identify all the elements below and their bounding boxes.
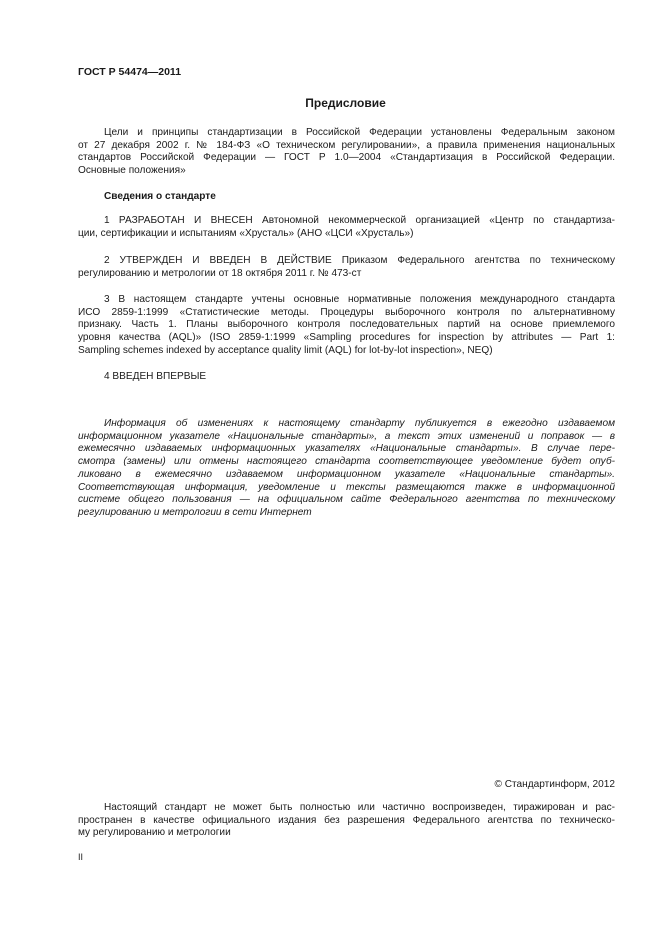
item-1 (78, 215, 615, 240)
item-line: ции, сертификации и испытаниям «Хрусталь» (АНО «ЦСИ «Хрусталь») (78, 227, 414, 239)
intro-line: от 27 декабря 2002 г. № 184-ФЗ «О техническом регулировании», а правила применения национальных (78, 139, 615, 151)
document-code: ГОСТ Р 54474—2011 (78, 66, 182, 78)
reproduction-line: му регулированию и метрологии (78, 827, 231, 839)
reproduction-paragraph (78, 802, 615, 840)
intro-line: Основные положения» (78, 165, 186, 177)
notice-line: ежемесячно издаваемых информационных указателях «Национальные стандарты». В случае пере- (78, 443, 615, 455)
notice-line: регулированию и метрологии в сети Интернет (78, 506, 312, 518)
reproduction-line: пространен в качестве официального издания без разрешения Федерального агентства по техническо- (78, 814, 615, 826)
notice-paragraph (78, 418, 615, 520)
copyright-notice: © Стандартинформ, 2012 (494, 779, 615, 790)
item-line: ИСО 2859-1:1999 «Статистические методы. Процедуры выборочного контроля по альтернативному (78, 306, 615, 318)
item-2 (78, 255, 615, 280)
intro-paragraph (78, 127, 615, 178)
notice-line: системе общего пользования — на официальном сайте Федерального агентства по техническому (78, 494, 615, 506)
item-line: 4 ВВЕДЕН ВПЕРВЫЕ (104, 371, 207, 382)
intro-line: Цели и принципы стандартизации в Российской Федерации установлены Федеральным законом (104, 127, 615, 138)
page-number: II (78, 852, 84, 862)
notice-line: ликовано в ежемесячно издаваемом информационном указателе «Национальные стандарты». (78, 468, 615, 480)
notice-line: Соответствующая информация, уведомление и тексты размещаются также в информационной (78, 481, 615, 493)
item-4 (78, 371, 615, 384)
item-line: 1 РАЗРАБОТАН И ВНЕСЕН Автономной некоммерческой организацией «Центр по стандартиза- (104, 215, 615, 226)
intro-line: стандартов Российской Федерации — ГОСТ Р 1.0—2004 «Стандартизация в Российской Федерации. (78, 152, 615, 164)
item-line: 3 В настоящем стандарте учтены основные нормативные положения международного стандарта (104, 294, 615, 305)
section-subheading: Сведения о стандарте (104, 191, 216, 202)
reproduction-line: Настоящий стандарт не может быть полностью или частично воспроизведен, тиражирован и рас- (104, 802, 615, 813)
item-3 (78, 294, 615, 358)
notice-line: информационном указателе «Национальные стандарты», а текст этих изменений и поправок — в (78, 430, 615, 442)
notice-line: смотра (замены) или отмены настоящего стандарта соответствующее уведомление будет опуб- (78, 456, 615, 468)
page-title: Предисловие (305, 96, 386, 110)
item-line: Sampling schemes indexed by acceptance quality limit (AQL) for lot-by-lot inspection», NEQ) (78, 344, 493, 356)
item-line: уровня качества (AQL)» (ISO 2859-1:1999 «Sampling procedures for inspection by attributes — Part 1: (78, 332, 615, 344)
item-line: признаку. Часть 1. Планы выборочного контроля последовательных партий на основе приемлемого (78, 319, 615, 331)
item-line: регулированию и метрологии от 18 октября 2011 г. № 473-ст (78, 267, 362, 279)
notice-line: Информация об изменениях к настоящему стандарту публикуется в ежегодно издаваемом (104, 418, 615, 429)
item-line: 2 УТВЕРЖДЕН И ВВЕДЕН В ДЕЙСТВИЕ Приказом Федерального агентства по техническому (104, 255, 615, 266)
